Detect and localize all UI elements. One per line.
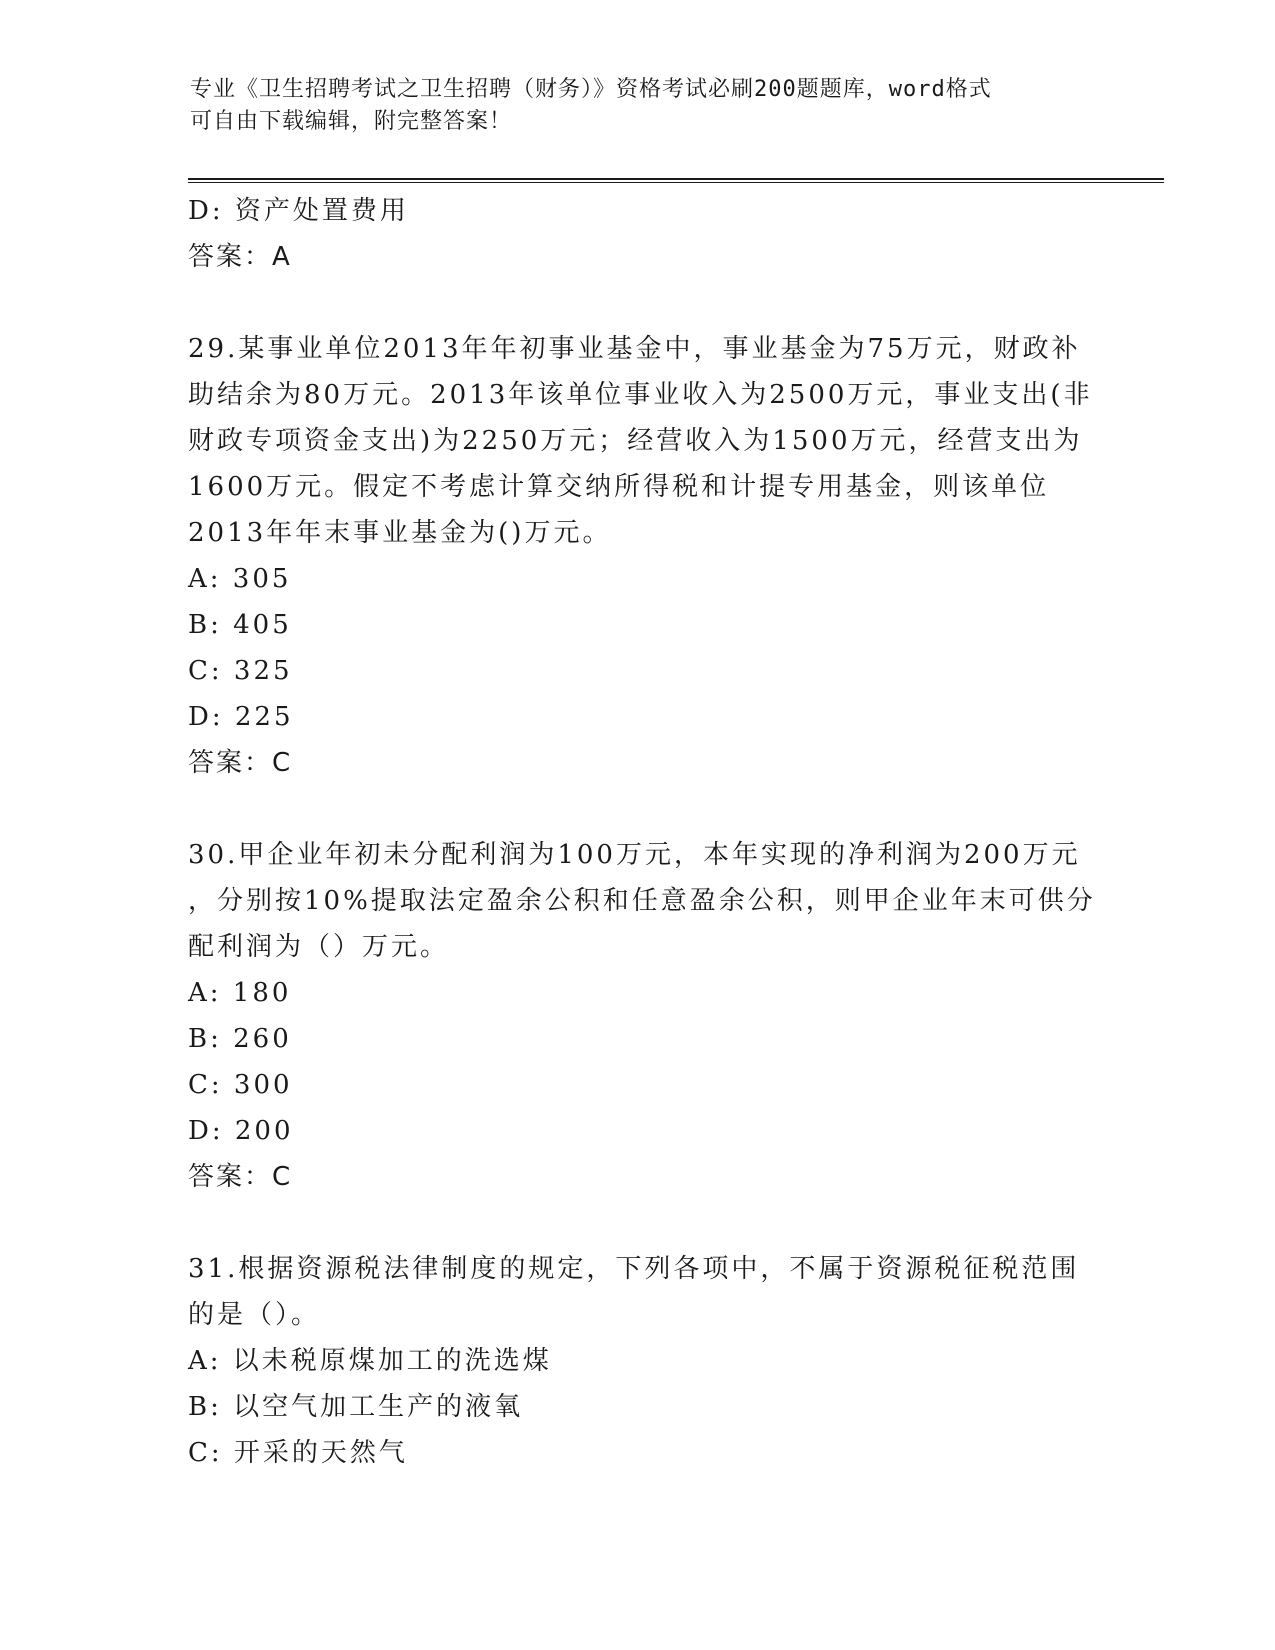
question-29-line-3: 财政专项资金支出)为2250万元；经营收入为1500万元，经营支出为 <box>188 426 1083 456</box>
question-30-line-1: 30.甲企业年初未分配利润为100万元，本年实现的净利润为200万元 <box>188 840 1081 870</box>
answer: 答案：C <box>188 748 293 778</box>
question-31 <box>188 1246 1088 1476</box>
spacer <box>188 786 1088 832</box>
question-31-line-2: 的是（）。 <box>188 1300 321 1330</box>
answer: 答案：A <box>188 242 292 272</box>
spacer <box>188 280 1088 326</box>
previous-question-tail <box>188 188 1088 280</box>
option-d: D: 200 <box>188 1116 294 1146</box>
option-b: B: 405 <box>188 610 292 640</box>
option-c: C: 325 <box>188 656 293 686</box>
header-line-2: 可自由下载编辑，附完整答案！ <box>190 109 513 134</box>
header-rule-thin <box>188 182 1164 183</box>
option-c: C: 开采的天然气 <box>188 1438 408 1468</box>
option-b: B: 260 <box>188 1024 292 1054</box>
question-29 <box>188 326 1093 786</box>
option-d: D: 225 <box>188 702 294 732</box>
document-body <box>188 188 1096 1476</box>
option-a: A: 305 <box>188 564 292 594</box>
header-rule-thick <box>188 178 1164 180</box>
option-d: D: 资产处置费用 <box>188 196 409 226</box>
question-29-line-1: 29.某事业单位2013年年初事业基金中，事业基金为75万元，财政补 <box>188 334 1081 364</box>
option-b: B: 以空气加工生产的液氧 <box>188 1392 524 1422</box>
option-c: C: 300 <box>188 1070 293 1100</box>
question-29-line-2: 助结余为80万元。2013年该单位事业收入为2500万元，事业支出(非 <box>188 380 1093 410</box>
option-a: A: 180 <box>188 978 292 1008</box>
question-30 <box>188 832 1096 1200</box>
question-29-line-5: 2013年年末事业基金为()万元。 <box>188 518 612 548</box>
question-30-line-3: 配利润为（）万元。 <box>188 932 450 962</box>
document-header <box>190 74 1090 138</box>
header-line-1: 专业《卫生招聘考试之卫生招聘（财务）》资格考试必刷200题题库，word格式 <box>190 77 992 102</box>
question-30-line-2: ，分别按10%提取法定盈余公积和任意盈余公积，则甲企业年末可供分 <box>188 886 1096 916</box>
question-29-line-4: 1600万元。假定不考虑计算交纳所得税和计提专用基金，则该单位 <box>188 472 1050 502</box>
spacer <box>188 1200 1088 1246</box>
answer: 答案：C <box>188 1162 293 1192</box>
question-31-line-1: 31.根据资源税法律制度的规定，下列各项中，不属于资源税征税范围 <box>188 1254 1080 1284</box>
option-a: A: 以未税原煤加工的洗选煤 <box>188 1346 552 1376</box>
